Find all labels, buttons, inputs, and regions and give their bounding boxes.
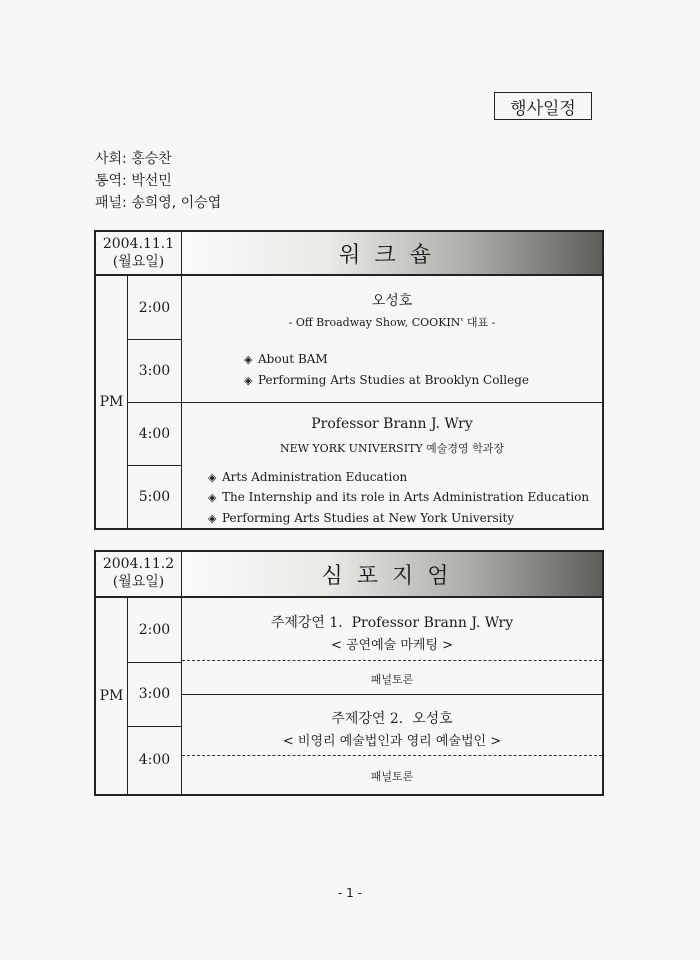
dashed-divider <box>182 755 602 756</box>
day2-time-300: 3:00 <box>138 686 171 702</box>
workshop-schedule-table <box>94 230 604 530</box>
day2-period: PM <box>96 598 128 794</box>
divider <box>182 694 602 695</box>
diamond-bullet-icon: ◈ <box>244 374 253 387</box>
day1-time-200: 2:00 <box>138 299 171 316</box>
divider <box>128 465 182 466</box>
day1-session1-topic: ◈ Performing Arts Studies at Brooklyn College <box>244 373 529 387</box>
host-credit: 사회: 홍승찬 <box>95 151 172 167</box>
panel-discussion-2: 패널토론 <box>370 770 414 783</box>
day1-time-300: 3:00 <box>138 362 171 379</box>
day1-session2-topic: ◈ The Internship and its role in Arts Administration Education <box>208 490 590 504</box>
divider <box>128 339 182 340</box>
day2-date-cell <box>96 552 182 598</box>
day1-session2-topic: ◈ Arts Administration Education <box>208 470 408 484</box>
day1-session1-speaker: 오성호 <box>371 293 413 309</box>
day1-session1-affiliation: - Off Broadway Show, COOKIN' 대표 - <box>288 316 496 329</box>
diamond-bullet-icon: ◈ <box>208 512 217 525</box>
day1-session2-topic: ◈ Performing Arts Studies at New York University <box>208 511 515 525</box>
keynote1-title: 주제강연 1. Professor Brann J. Wry <box>270 615 514 631</box>
day1-session2-speaker: Professor Brann J. Wry <box>311 416 473 432</box>
day1-date-cell <box>96 232 182 276</box>
divider <box>128 402 602 403</box>
page-number: - 1 - <box>338 886 362 900</box>
day1-session2-affiliation: NEW YORK UNIVERSITY 예술경영 학과장 <box>279 442 505 455</box>
day2-event-title: 심포지엄 <box>182 552 602 598</box>
day2-time-column <box>128 598 182 794</box>
day1-session1-topic: ◈ About BAM <box>244 352 328 366</box>
day2-time-400: 4:00 <box>138 752 171 768</box>
panel-discussion-1: 패널토론 <box>370 673 414 686</box>
keynote2-topic: < 비영리 예술법인과 영리 예술법인 > <box>282 734 502 749</box>
credits <box>95 148 221 214</box>
day1-period: PM <box>96 276 128 528</box>
panel-credit: 패널: 송희영, 이승엽 <box>95 195 222 211</box>
day1-time-500: 5:00 <box>138 488 171 505</box>
divider <box>128 726 182 727</box>
diamond-bullet-icon: ◈ <box>208 491 217 504</box>
keynote2-title: 주제강연 2. 오성호 <box>331 711 453 727</box>
interpreter-credit: 통역: 박선민 <box>95 173 172 189</box>
diamond-bullet-icon: ◈ <box>208 471 217 484</box>
day2-time-200: 2:00 <box>138 622 171 638</box>
dashed-divider <box>182 660 602 661</box>
day2-date: 2004.11.2 <box>102 556 175 572</box>
diamond-bullet-icon: ◈ <box>244 353 253 366</box>
day1-weekday: (월요일) <box>112 254 165 270</box>
day1-date: 2004.11.1 <box>102 236 175 252</box>
day2-weekday: (월요일) <box>112 574 165 590</box>
day1-time-400: 4:00 <box>138 425 171 442</box>
page-title: 행사일정 <box>494 92 592 120</box>
day1-event-title: 워크숍 <box>182 232 602 276</box>
keynote1-topic: < 공연예술 마케팅 > <box>330 638 454 653</box>
symposium-schedule-table <box>94 550 604 796</box>
divider <box>128 662 182 663</box>
